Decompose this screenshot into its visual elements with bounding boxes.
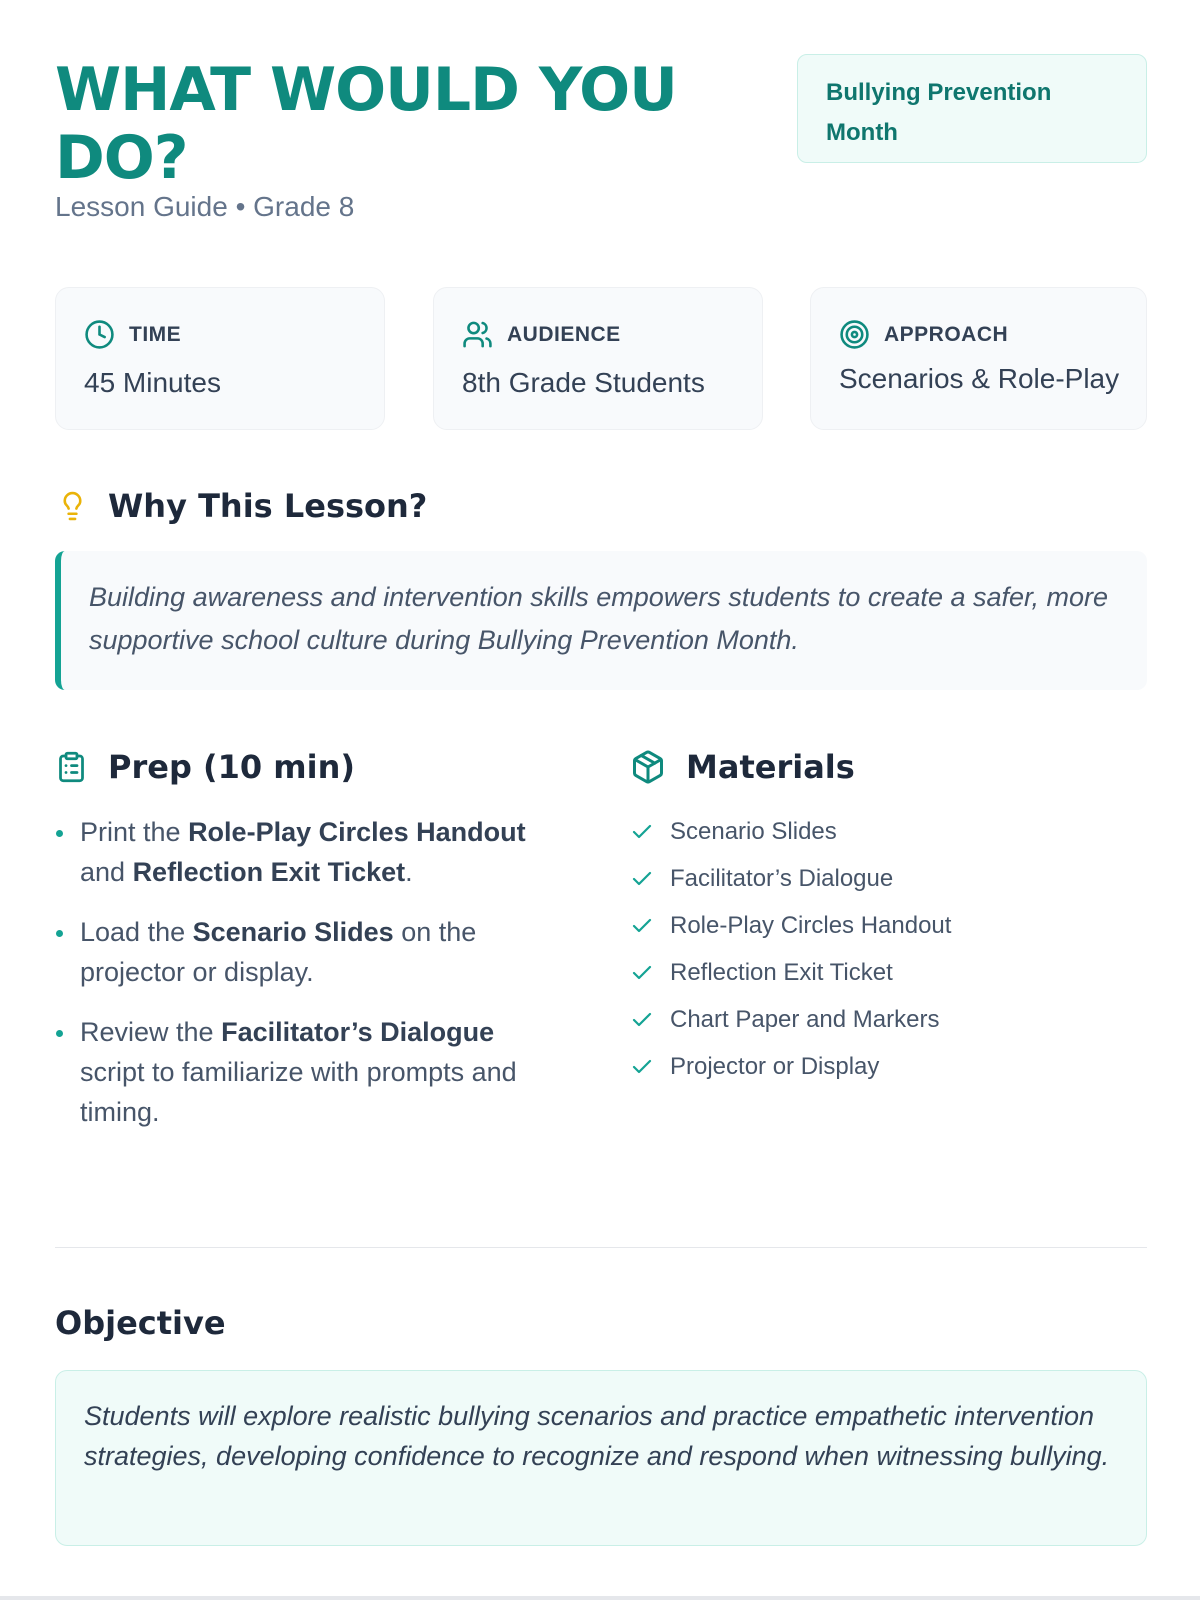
info-card-value: 45 Minutes: [84, 367, 221, 398]
check-icon: [630, 820, 654, 844]
prep-heading-text: Prep (10 min): [108, 748, 355, 786]
objective-heading: Objective: [55, 1304, 226, 1342]
page-subtitle: Lesson Guide • Grade 8: [55, 191, 355, 222]
prep-heading: [55, 748, 355, 786]
info-card-audience: [433, 287, 763, 430]
why-heading-text: Why This Lesson?: [108, 487, 428, 525]
check-icon: [630, 1055, 654, 1079]
materials-heading: [630, 748, 855, 786]
info-card-approach: [810, 287, 1147, 430]
prep-item: Print the Role-Play Circles Handout and Reflection Exit Ticket.: [55, 812, 565, 892]
check-icon: [630, 1008, 654, 1032]
materials-item: Facilitator’s Dialogue: [630, 855, 951, 902]
materials-item: Scenario Slides: [630, 808, 951, 855]
check-icon: [630, 961, 654, 985]
bottom-rule: [0, 1596, 1200, 1600]
lightbulb-icon: [57, 488, 88, 524]
prep-item: Load the Scenario Slides on the projector or display.: [55, 912, 565, 992]
info-card-label-text: TIME: [129, 322, 182, 346]
prep-list: [55, 812, 565, 1152]
info-card-label: [84, 319, 181, 350]
info-card-time: [55, 287, 385, 430]
info-card-label-text: AUDIENCE: [507, 322, 621, 346]
objective-box: Students will explore realistic bullying scenarios and practice empathetic intervention strategies, developing confidence to recognize and respond when witnessing bullying.: [55, 1370, 1147, 1546]
section-divider: [55, 1247, 1147, 1248]
materials-list: [630, 808, 951, 1090]
prep-item: Review the Facilitator’s Dialogue script to familiarize with prompts and timing.: [55, 1012, 565, 1132]
materials-item: Reflection Exit Ticket: [630, 949, 951, 996]
clock-icon: [84, 319, 115, 350]
info-card-label: [462, 319, 621, 350]
info-card-value: 8th Grade Students: [462, 367, 705, 398]
materials-item: Projector or Display: [630, 1043, 951, 1090]
target-icon: [839, 319, 870, 350]
clipboard-icon: [55, 748, 88, 786]
info-card-label: [839, 319, 1008, 350]
lesson-guide-page: [55, 0, 1147, 1600]
materials-item: Chart Paper and Markers: [630, 996, 951, 1043]
check-icon: [630, 867, 654, 891]
why-quote: Building awareness and intervention skills empowers students to create a safer, more supportive school culture during Bullying Prevention Month.: [55, 551, 1147, 690]
why-heading: [57, 487, 427, 525]
page-title: WHAT WOULD YOU DO?: [55, 55, 677, 193]
info-card-value: Scenarios & Role-Play: [839, 363, 1120, 394]
box-icon: [630, 749, 666, 785]
theme-badge: Bullying Prevention Month: [797, 54, 1147, 163]
materials-item: Role-Play Circles Handout: [630, 902, 951, 949]
materials-heading-text: Materials: [686, 748, 855, 786]
users-icon: [462, 319, 493, 350]
check-icon: [630, 914, 654, 938]
info-card-label-text: APPROACH: [884, 322, 1009, 346]
